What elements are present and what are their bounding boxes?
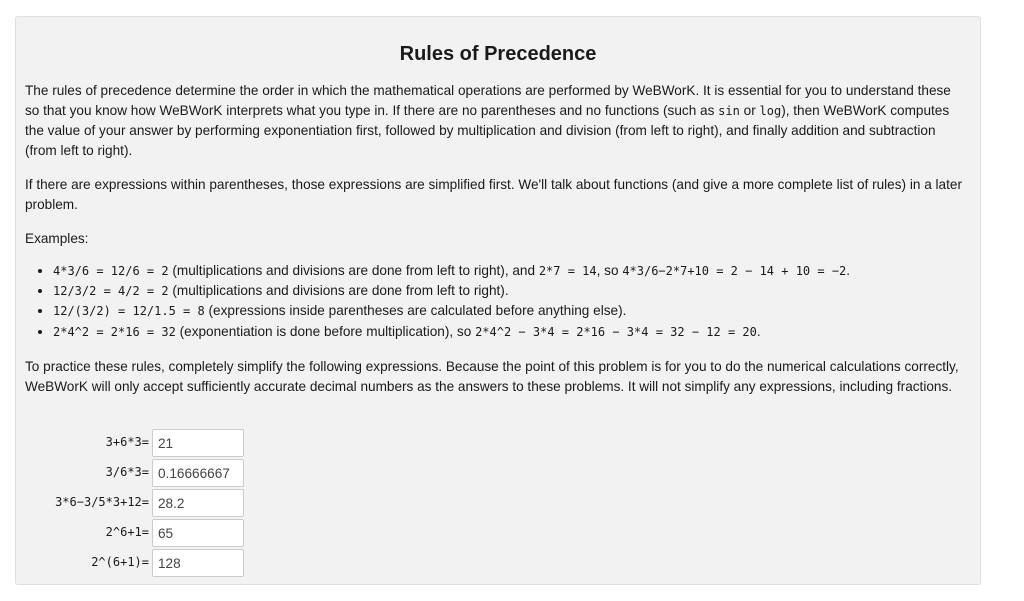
example-text: (expressions inside parentheses are calculated before anything else). xyxy=(204,303,627,319)
answer-row xyxy=(16,488,316,518)
example-text: (exponentiation is done before multiplication), so xyxy=(175,323,476,339)
answer-expression: 3+6*3= xyxy=(105,435,149,449)
answer-input[interactable]: 65 xyxy=(152,519,244,547)
example-math: 12/3/2 = 4/2 = 2 xyxy=(53,284,169,299)
parentheses-paragraph: If there are expressions within parentheses, those expressions are simplified first. We'll talk about functions (and give a more complete list of rules) in a later problem. xyxy=(25,177,962,212)
examples-list xyxy=(25,261,1003,342)
answer-input[interactable]: 28.2 xyxy=(152,489,244,517)
intro-text-2: or xyxy=(739,102,760,118)
answer-expression: 2^6+1= xyxy=(105,525,149,539)
answer-input[interactable]: 128 xyxy=(152,549,244,577)
answer-input[interactable]: 0.16666667 xyxy=(152,459,244,487)
example-text: (multiplications and divisions are done from left to right), and xyxy=(168,263,539,278)
example-math: 4*3/6 = 12/6 = 2 xyxy=(53,264,169,278)
intro-text-1: The rules of precedence determine the order in which the mathematical operations are performed by WeBWorK. It is essential for you to understand these so that you know how WeBWorK interprets what you type in. If there are no parentheses and no functions (such as xyxy=(25,83,951,118)
example-text: , so xyxy=(596,263,623,278)
example-math: 12/(3/2) = 12/1.5 = 8 xyxy=(53,304,205,319)
intro-paragraph xyxy=(25,81,965,160)
example-text: . xyxy=(846,263,851,278)
example-item xyxy=(53,261,1003,281)
example-item xyxy=(53,301,1003,321)
log-code: log xyxy=(759,103,782,118)
answer-row xyxy=(16,458,316,488)
sin-code: sin xyxy=(718,103,740,118)
problem-panel xyxy=(15,16,981,585)
practice-paragraph: To practice these rules, completely simplify the following expressions. Because the point of this problem is for you to do the numerical calculations correctly, WeBWorK will only accept sufficiently accurate decimal numbers as the answers to these problems. It will not simplify any expressions, including fractions. xyxy=(25,359,959,394)
page-title: Rules of Precedence xyxy=(399,43,597,65)
intro-text-3: ), then WeBWorK computes the value of your answer by performing exponentiation first, followed by multiplication and division (from left to right), and finally addition and subtraction (from left to right). xyxy=(25,102,950,158)
answer-expression: 3*6−3/5*3+12= xyxy=(55,495,149,509)
examples-heading: Examples: xyxy=(25,231,89,246)
answer-input[interactable]: 21 xyxy=(152,429,244,457)
answer-row xyxy=(16,548,316,578)
example-item xyxy=(53,281,1003,301)
answer-expression: 2^(6+1)= xyxy=(91,555,149,569)
answer-expression: 3/6*3= xyxy=(105,465,149,479)
answer-row xyxy=(16,428,316,458)
example-math: 2*4^2 = 2*16 = 32 xyxy=(53,324,176,339)
example-math: 2*4^2 − 3*4 = 2*16 − 3*4 = 32 − 12 = 20 xyxy=(475,324,757,339)
example-item xyxy=(53,322,1003,342)
example-math: 4*3/6−2*7+10 = 2 − 14 + 10 = −2 xyxy=(622,264,847,278)
example-text: (multiplications and divisions are done from left to right). xyxy=(168,283,509,299)
answer-row xyxy=(16,518,316,548)
example-text: . xyxy=(756,323,761,339)
example-math: 2*7 = 14 xyxy=(538,264,597,278)
